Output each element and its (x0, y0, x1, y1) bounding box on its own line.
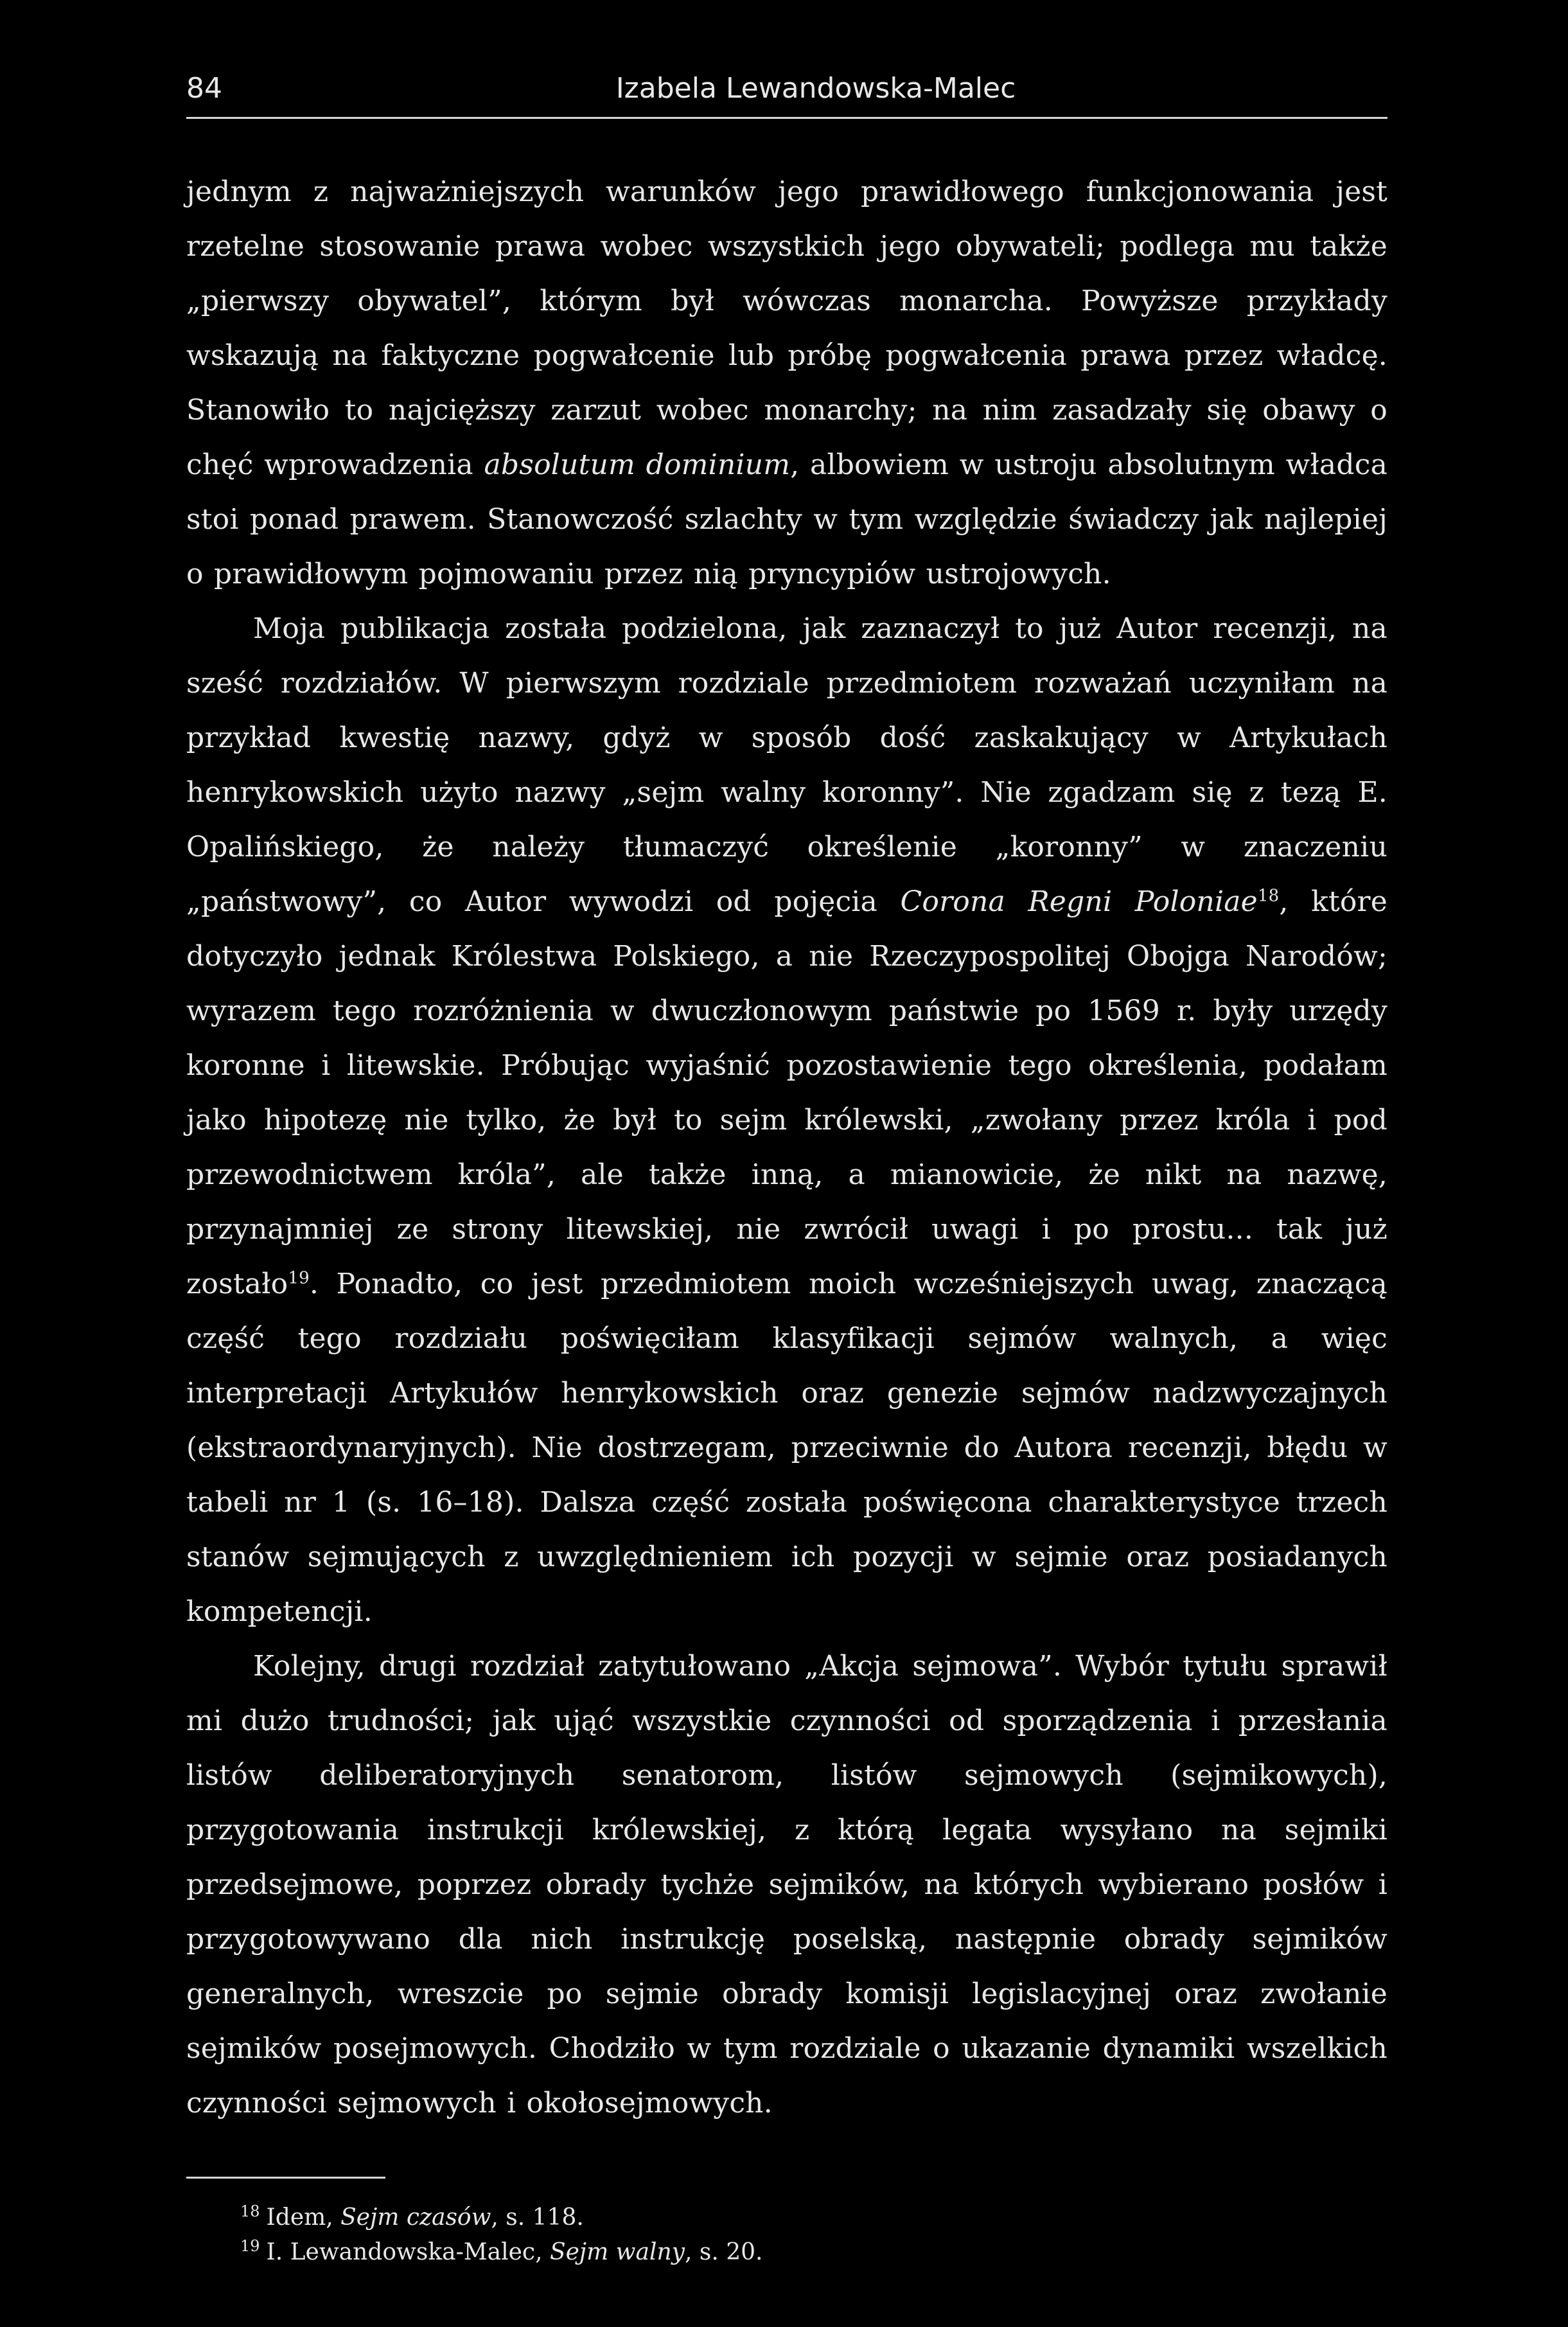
page-number: 84 (186, 72, 222, 105)
footnote-italic: Sejm walny (549, 2239, 685, 2265)
body-text (186, 164, 1387, 2130)
paragraph-2-italic: Corona Regni Poloniae (900, 885, 1258, 918)
paragraph-3: Kolejny, drugi rozdział zatytułowano „Akcja sejmowa”. Wybór tytułu sprawił mi dużo trudności; jak ująć wszystkie czynności od sporządzenia i przesłania listów deliberatoryjnych senatorom, listów sejmowych (sejmikowych), przygotowania instrukcji królewskiej, z którą legata wysyłano na sejmiki przedsejmowe, poprzez obrady tychże sejmików, na których wybierano posłów i przygotowywano dla nich instrukcję poselską, następnie obrady sejmików generalnych, wreszcie po sejmie obrady komisji legislacyjnej oraz zwołanie sejmików posejmowych. Chodziło w tym rozdziale o ukazanie dynamiki wszelkich czynności sejmowych i okołosejmowych. (186, 1650, 1387, 2119)
footnote-text-end: , s. 20. (685, 2239, 763, 2265)
paragraph-1-italic: absolutum dominium (484, 448, 791, 481)
footnote-18 (186, 2200, 1387, 2235)
footnote-19 (186, 2235, 1387, 2270)
running-head (186, 69, 1387, 121)
footnote-number: 18 (240, 2202, 260, 2220)
paragraph-2 (186, 601, 1387, 1639)
paragraph-1-text-a: jednym z najważniejszych warunków jego prawidłowego funkcjonowania jest rzetelne stosowanie prawa wobec wszystkich jego obywateli; podlega mu także „pierwszy obywatel”, którym był wówczas monarcha. Powyższe przykłady wskazują na faktyczne pogwałcenie lub próbę pogwałcenia prawa przez władcę. Stanowiło to najcięższy zarzut wobec monarchy; na nim zasadzały się obawy o chęć wprowadzenia (186, 175, 1387, 481)
paragraph-2-text-b: , które dotyczyło jednak Królestwa Polskiego, a nie Rzeczypospolitej Obojga Narodów; wyrazem tego rozróżnienia w dwuczłonowym państwie po 1569 r. były urzędy koronne i litewskie. Próbując wyjaśnić pozostawienie tego określenia, podałam jako hipotezę nie tylko, że był to sejm królewski, „zwołany przez króla i pod przewodnictwem króla”, ale także inną, a mianowicie, że nikt na nazwę, przynajmniej ze strony litewskiej, nie zwrócił uwagi i po prostu... tak już zostało (186, 885, 1387, 1300)
book-page (186, 69, 1387, 2279)
running-title: Izabela Lewandowska-Malec (615, 72, 1016, 105)
paragraph-1 (186, 164, 1387, 601)
footnote-text: Idem, (266, 2204, 341, 2231)
footnote-rule (186, 2177, 385, 2179)
footnote-ref-19[interactable]: 19 (288, 1268, 310, 1288)
footnote-number: 19 (240, 2237, 260, 2255)
footnote-text-end: , s. 118. (491, 2204, 584, 2231)
paragraph-2-text-a: Moja publikacja została podzielona, jak zaznaczył to już Autor recenzji, na sześć rozdziałów. W pierwszym rozdziale przedmiotem rozważań uczyniłam na przykład kwestię nazwy, gdyż w sposób dość zaskakujący w Artykułach henrykowskich użyto nazwy „sejm walny koronny”. Nie zgadzam się z tezą E. Opalińskiego, że należy tłumaczyć określenie „koronny” w znaczeniu „państwowy”, co Autor wywodzi od pojęcia (186, 612, 1387, 918)
footnote-text: I. Lewandowska-Malec, (266, 2239, 550, 2265)
paragraph-1-text-b: , albowiem w ustroju absolutnym władca stoi ponad prawem. Stanowczość szlachty w tym względzie świadczy jak najlepiej o prawidłowym pojmowaniu przez nią pryncypiów ustrojowych. (186, 448, 1387, 590)
footnote-italic: Sejm czasów (340, 2204, 491, 2231)
header-rule (186, 117, 1387, 119)
paragraph-2-text-c: . Ponadto, co jest przedmiotem moich wcześniejszych uwag, znaczącą część tego rozdziału poświęciłam klasyfikacji sejmów walnych, a więc interpretacji Artykułów henrykowskich oraz genezie sejmów nadzwyczajnych (ekstraordynaryjnych). Nie dostrzegam, przeciwnie do Autora recenzji, błędu w tabeli nr 1 (s. 16–18). Dalsza część została poświęcona charakterystyce trzech stanów sejmujących z uwzględnieniem ich pozycji w sejmie oraz posiadanych kompetencji. (186, 1268, 1387, 1628)
footnote-ref-18[interactable]: 18 (1257, 886, 1280, 906)
footnotes (186, 2200, 1387, 2270)
